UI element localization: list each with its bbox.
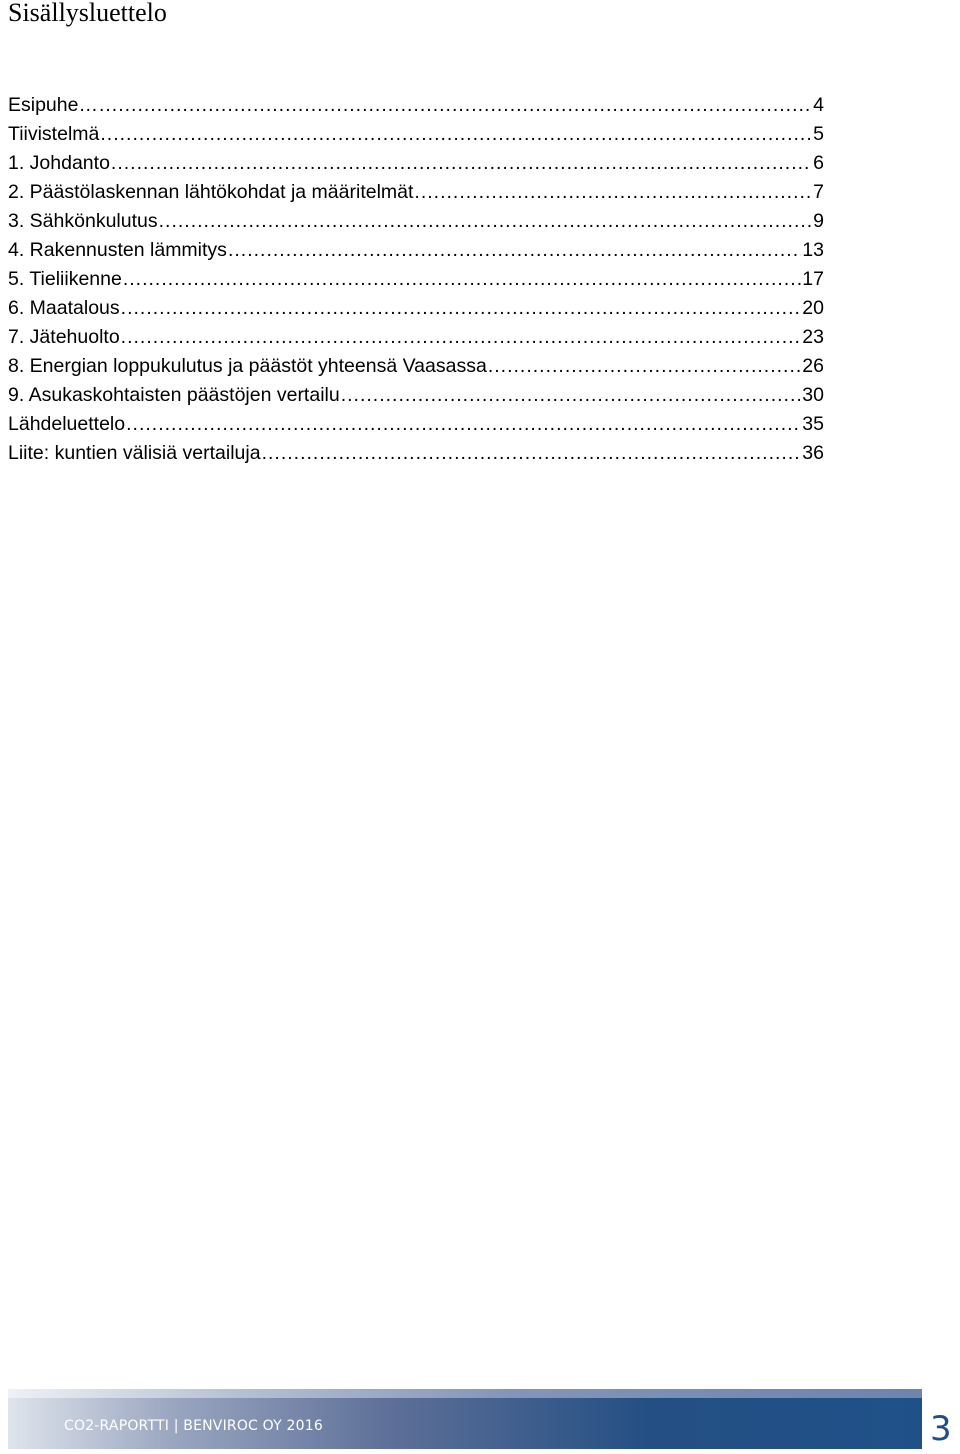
- toc-entry-label: 7. Jätehuolto: [8, 326, 120, 348]
- toc-entry-label: 8. Energian loppukulutus ja päästöt yhteensä Vaasassa: [8, 355, 487, 377]
- toc-entry-page: 6: [813, 152, 824, 174]
- toc-entry-label: 1. Johdanto: [8, 152, 110, 174]
- toc-entry-lammitys[interactable]: [8, 236, 824, 265]
- toc-entry-liite[interactable]: [8, 439, 824, 468]
- toc-leader-dots: [488, 352, 801, 381]
- toc-entry-page: 5: [813, 123, 824, 145]
- toc-entry-lahdeluettelo[interactable]: [8, 410, 824, 439]
- toc-entry-maatalous[interactable]: [8, 294, 824, 323]
- toc-entry-page: 30: [802, 384, 824, 406]
- toc-entry-johdanto[interactable]: [8, 149, 824, 178]
- toc-entry-sahkonkulutus[interactable]: [8, 207, 824, 236]
- toc-leader-dots: [414, 178, 812, 207]
- toc-entry-esipuhe[interactable]: [8, 91, 824, 120]
- toc-entry-lahtokohdat[interactable]: [8, 178, 824, 207]
- page-title: Sisällysluettelo: [8, 0, 167, 27]
- toc-entry-label: 5. Tieliikenne: [8, 268, 122, 290]
- toc-leader-dots: [123, 265, 801, 294]
- toc-entry-label: 9. Asukaskohtaisten päästöjen vertailu: [8, 384, 340, 406]
- toc-entry-label: 2. Päästölaskennan lähtökohdat ja määritelmät: [8, 181, 414, 203]
- toc-entry-page: 20: [802, 297, 824, 319]
- toc-entry-page: 36: [802, 442, 824, 464]
- footer-band: [8, 1389, 922, 1449]
- toc-entry-page: 17: [802, 268, 824, 290]
- toc-entry-jatehuolto[interactable]: [8, 323, 824, 352]
- toc-entry-tieliikenne[interactable]: [8, 265, 824, 294]
- footer-top-stripe: [8, 1389, 922, 1398]
- toc-entry-tiivistelma[interactable]: [8, 120, 824, 149]
- toc-entry-label: Lähdeluettelo: [8, 413, 126, 435]
- toc-leader-dots: [341, 381, 802, 410]
- footer-text: CO2-RAPORTTI | BENVIROC OY 2016: [64, 1418, 323, 1434]
- toc-entry-vertailu[interactable]: [8, 381, 824, 410]
- toc-entry-label: 4. Rakennusten lämmitys: [8, 239, 227, 261]
- toc-entry-page: 7: [813, 181, 824, 203]
- toc-leader-dots: [121, 323, 802, 352]
- toc-leader-dots: [111, 149, 812, 178]
- toc-entry-page: 23: [802, 326, 824, 348]
- page-number: 3: [930, 1409, 952, 1449]
- toc-leader-dots: [159, 207, 813, 236]
- toc-entry-label: 6. Maatalous: [8, 297, 120, 319]
- toc-entry-page: 13: [802, 239, 824, 261]
- toc-entry-loppukulutus[interactable]: [8, 352, 824, 381]
- toc-entry-page: 26: [802, 355, 824, 377]
- toc-leader-dots: [100, 120, 812, 149]
- toc-entry-label: Liite: kuntien välisiä vertailuja: [8, 442, 261, 464]
- toc-entry-page: 35: [802, 413, 824, 435]
- toc-entry-label: Esipuhe…: [8, 94, 98, 116]
- toc-entry-page: 9: [813, 210, 824, 232]
- toc-entry-label: 3. Sähkönkulutus: [8, 210, 158, 232]
- toc-leader-dots: [262, 439, 802, 468]
- toc-leader-dots: [228, 236, 801, 265]
- toc-leader-dots: [121, 294, 802, 323]
- toc-entry-label: Tiivistelmä: [8, 123, 100, 145]
- toc-entry-page: 4: [813, 94, 824, 116]
- toc-leader-dots: [126, 410, 801, 439]
- table-of-contents: [8, 91, 824, 468]
- toc-leader-dots: [99, 91, 812, 120]
